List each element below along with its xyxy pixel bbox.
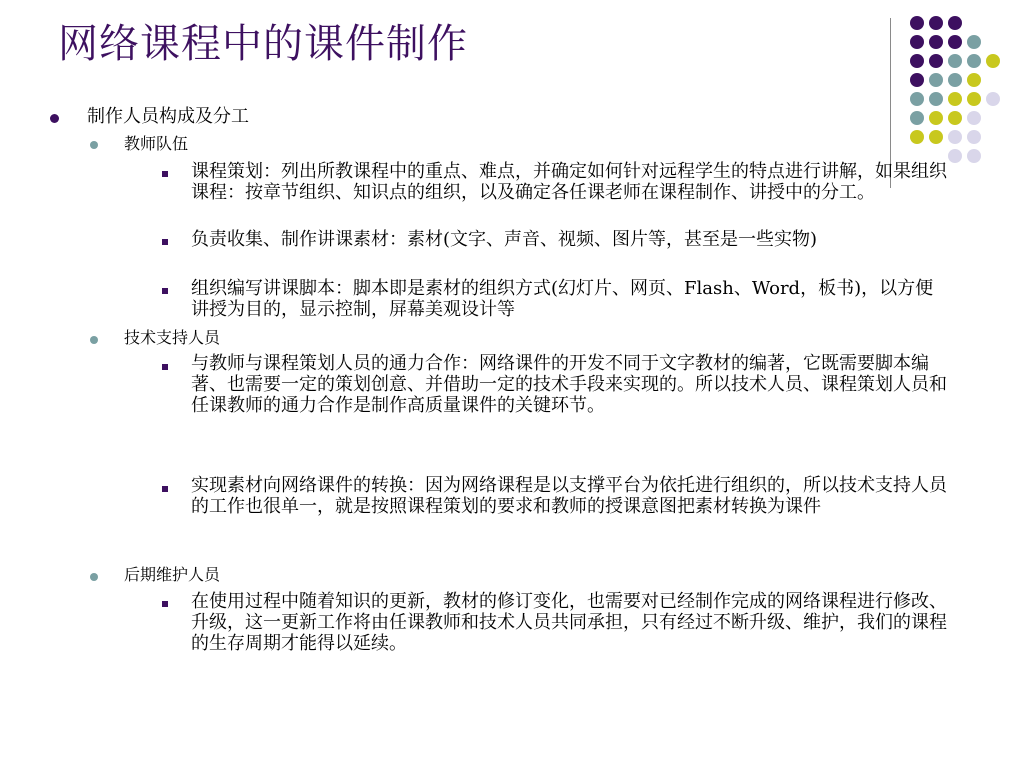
- list-item: 与教师与课程策划人员的通力合作：网络课件的开发不同于文字教材的编著，它既需要脚本编著、也需要一定的策划创意、并借助一定的技术手段来实现的。所以技术人员、课程策划人员和任课教师的通力合作是制作高质量课件的关键环节。: [191, 353, 947, 416]
- bullet-dot-icon: [50, 114, 59, 123]
- slide-title: 网络课程中的课件制作: [58, 21, 468, 67]
- bullet-square-icon: [162, 239, 168, 245]
- list-item: 实现素材向网络课件的转换：因为网络课程是以支撑平台为依托进行组织的，所以技术支持人员的工作也很单一，就是按照课程策划的要求和教师的授课意图把素材转换为课件: [191, 475, 947, 517]
- bullet-square-icon: [162, 364, 168, 370]
- list-item: 在使用过程中随着知识的更新，教材的修订变化，也需要对已经制作完成的网络课程进行修改、升级，这一更新工作将由任课教师和技术人员共同承担，只有经过不断升级、维护，我们的课程的生存周期才能得以延续。: [191, 591, 947, 654]
- list-item: 课程策划：列出所教课程中的重点、难点，并确定如何针对远程学生的特点进行讲解，如果组织课程：按章节组织、知识点的组织，以及确定各任课老师在课程制作、讲授中的分工。: [191, 161, 947, 203]
- list-item: 负责收集、制作讲课素材：素材(文字、声音、视频、图片等，甚至是一些实物): [191, 229, 818, 250]
- bullet-square-icon: [162, 601, 168, 607]
- group-heading-teachers: 教师队伍: [124, 134, 189, 153]
- bullet-square-icon: [162, 288, 168, 294]
- bullet-square-icon: [162, 486, 168, 492]
- bullet-square-icon: [162, 171, 168, 177]
- list-item: 组织编写讲课脚本：脚本即是素材的组织方式(幻灯片、网页、Flash、Word，板书)，以方便讲授为目的，显示控制，屏幕美观设计等: [191, 278, 934, 320]
- bullet-dot-icon: [90, 141, 98, 149]
- bullet-dot-icon: [90, 573, 98, 581]
- group-heading-tech-support: 技术支持人员: [124, 328, 221, 347]
- level1-heading: 制作人员构成及分工: [87, 106, 249, 127]
- group-heading-maintenance: 后期维护人员: [124, 565, 221, 584]
- bullet-dot-icon: [90, 336, 98, 344]
